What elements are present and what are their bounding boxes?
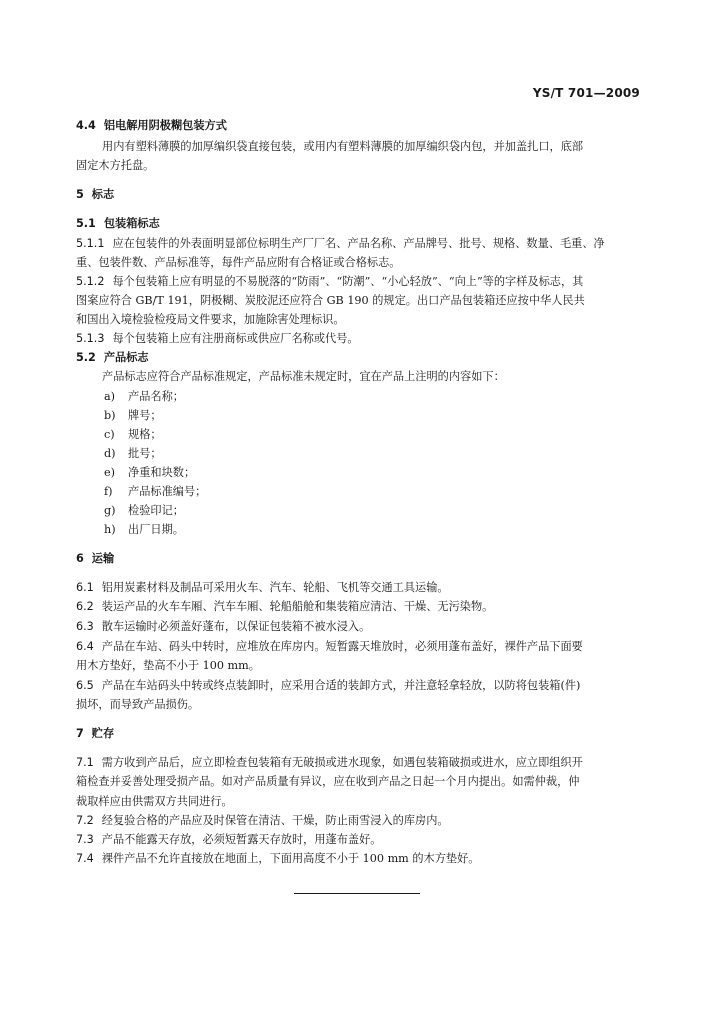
clause-text: 每个包装箱上应有注册商标或供应厂名称或代号。 (112, 332, 359, 345)
list-marker: h) (104, 523, 116, 536)
list-text: 批号； (128, 447, 162, 460)
clause-5-1-3 (76, 332, 636, 346)
list-text: 产品标准编号； (128, 485, 207, 498)
list-text: 规格； (128, 428, 162, 441)
clause-number: 5.1.1 (76, 237, 105, 250)
list-item (76, 466, 664, 480)
clause-7-3 (76, 833, 636, 847)
clause-number: 6.5 (76, 679, 94, 692)
clause-text: 产品不能露天存放，必须短暂露天存放时，用蓬布盖好。 (101, 833, 382, 846)
clause-6-3 (76, 620, 636, 634)
list-item (76, 523, 664, 537)
paragraph-line: 裁取样应由供需双方共同进行。 (76, 795, 233, 808)
section-number: 4.4 (76, 119, 96, 132)
clause-6-4 (76, 640, 636, 654)
section-number: 6 (76, 552, 84, 565)
section-7-heading (76, 727, 636, 741)
clause-number: 6.4 (76, 640, 94, 653)
clause-number: 5.1.2 (76, 275, 105, 288)
clause-number: 6.2 (76, 600, 94, 613)
clause-number: 7.1 (76, 756, 94, 769)
clause-6-1 (76, 581, 636, 595)
paragraph-line: 图案应符合 GB/T 191，阴极糊、炭胶泥还应符合 GB 190 的规定。出口产品包装箱还应按中华人民共 (76, 294, 585, 307)
section-title: 贮存 (91, 727, 115, 740)
section-5-heading (76, 188, 636, 202)
list-text: 产品名称； (128, 390, 184, 403)
clause-7-4 (76, 852, 636, 866)
section-title: 产品标志 (103, 351, 149, 364)
paragraph-line: 产品标志应符合产品标准规定，产品标准未规定时，宜在产品上注明的内容如下： (102, 370, 505, 383)
clause-number: 6.3 (76, 620, 94, 633)
section-title: 标志 (91, 188, 115, 201)
paragraph-line: 箱检查并妥善处理受损产品。如对产品质量有异议，应在收到产品之日起一个月内提出。如需仲裁，仲 (76, 775, 580, 788)
section-number: 5 (76, 188, 84, 201)
clause-text: 产品在车站码头中转或终点装卸时，应采用合适的装卸方式，并注意轻拿轻放，以防将包装箱(件) (101, 679, 581, 692)
paragraph-line: 损坏，而导致产品损伤。 (76, 698, 200, 711)
section-number: 7 (76, 727, 84, 740)
paragraph-line: 用内有塑料薄膜的加厚编织袋直接包装，或用内有塑料薄膜的加厚编织袋内包，并加盖扎口，底部 (102, 140, 584, 153)
section-title: 运输 (91, 552, 115, 565)
clause-text: 散车运输时必须盖好蓬布，以保证包装箱不被水浸入。 (101, 620, 371, 633)
list-marker: f) (104, 485, 113, 498)
clause-5-1-2 (76, 275, 636, 289)
section-number: 5.1 (76, 217, 96, 230)
clause-7-1 (76, 756, 636, 770)
clause-text: 装运产品的火车车厢、汽车车厢、轮船船舱和集装箱应清洁、干燥、无污染物。 (101, 600, 494, 613)
list-marker: g) (104, 504, 116, 517)
clause-6-2 (76, 600, 636, 614)
paragraph-line: 和国出入境检验检疫局文件要求，加施除害处理标识。 (76, 313, 345, 326)
clause-6-5 (76, 679, 636, 693)
paragraph-line: 重、包装件数、产品标准等，每件产品应附有合格证或合格标志。 (76, 256, 401, 269)
clause-5-1-1 (76, 237, 636, 251)
list-marker: c) (104, 428, 115, 441)
clause-7-2 (76, 814, 636, 828)
end-rule (294, 893, 420, 894)
clause-number: 7.3 (76, 833, 94, 846)
paragraph-line: 用木方垫好，垫高不小于 100 mm。 (76, 659, 260, 672)
list-text: 牌号； (128, 409, 162, 422)
list-item (76, 409, 664, 423)
clause-text: 铝用炭素材料及制品可采用火车、汽车、轮船、飞机等交通工具运输。 (101, 581, 449, 594)
list-item (76, 485, 664, 499)
list-marker: d) (104, 447, 116, 460)
standard-code: YS/T 701—2009 (532, 86, 640, 100)
section-6-heading (76, 552, 636, 566)
clause-text: 产品在车站、码头中转时，应堆放在库房内。短暂露天堆放时，必须用蓬布盖好，裸件产品下面要 (101, 640, 583, 653)
section-5-1-heading (76, 217, 636, 231)
clause-number: 7.2 (76, 814, 94, 827)
section-title: 铝电解用阴极糊包装方式 (103, 119, 227, 132)
section-4-4-heading (76, 119, 636, 133)
paragraph-line: 固定木方托盘。 (76, 159, 155, 172)
clause-number: 5.1.3 (76, 332, 105, 345)
clause-text: 需方收到产品后，应立即检查包装箱有无破损或进水现象，如遇包装箱破损或进水，应立即组织开 (101, 756, 583, 769)
list-item (76, 390, 664, 404)
list-text: 检验印记； (128, 504, 184, 517)
list-text: 出厂日期。 (128, 523, 184, 536)
clause-number: 7.4 (76, 852, 94, 865)
list-marker: a) (104, 390, 116, 403)
clause-text: 每个包装箱上应有明显的不易脱落的“防雨”、“防潮”、“小心轻放”、“向上”等的字样及标志，其 (112, 275, 584, 288)
section-title: 包装箱标志 (103, 217, 160, 230)
clause-text: 经复验合格的产品应及时保管在清洁、干燥，防止雨雪浸入的库房内。 (101, 814, 449, 827)
list-item (76, 447, 664, 461)
clause-text: 裸件产品不允许直接放在地面上，下面用高度不小于 100 mm 的木方垫好。 (101, 852, 480, 865)
section-5-2-heading (76, 351, 636, 365)
list-marker: b) (104, 409, 116, 422)
clause-text: 应在包装件的外表面明显部位标明生产厂厂名、产品名称、产品牌号、批号、规格、数量、毛重、净 (112, 237, 605, 250)
list-item (76, 428, 664, 442)
list-item (76, 504, 664, 518)
list-text: 净重和块数； (128, 466, 196, 479)
list-marker: e) (104, 466, 115, 479)
clause-number: 6.1 (76, 581, 94, 594)
section-number: 5.2 (76, 351, 96, 364)
